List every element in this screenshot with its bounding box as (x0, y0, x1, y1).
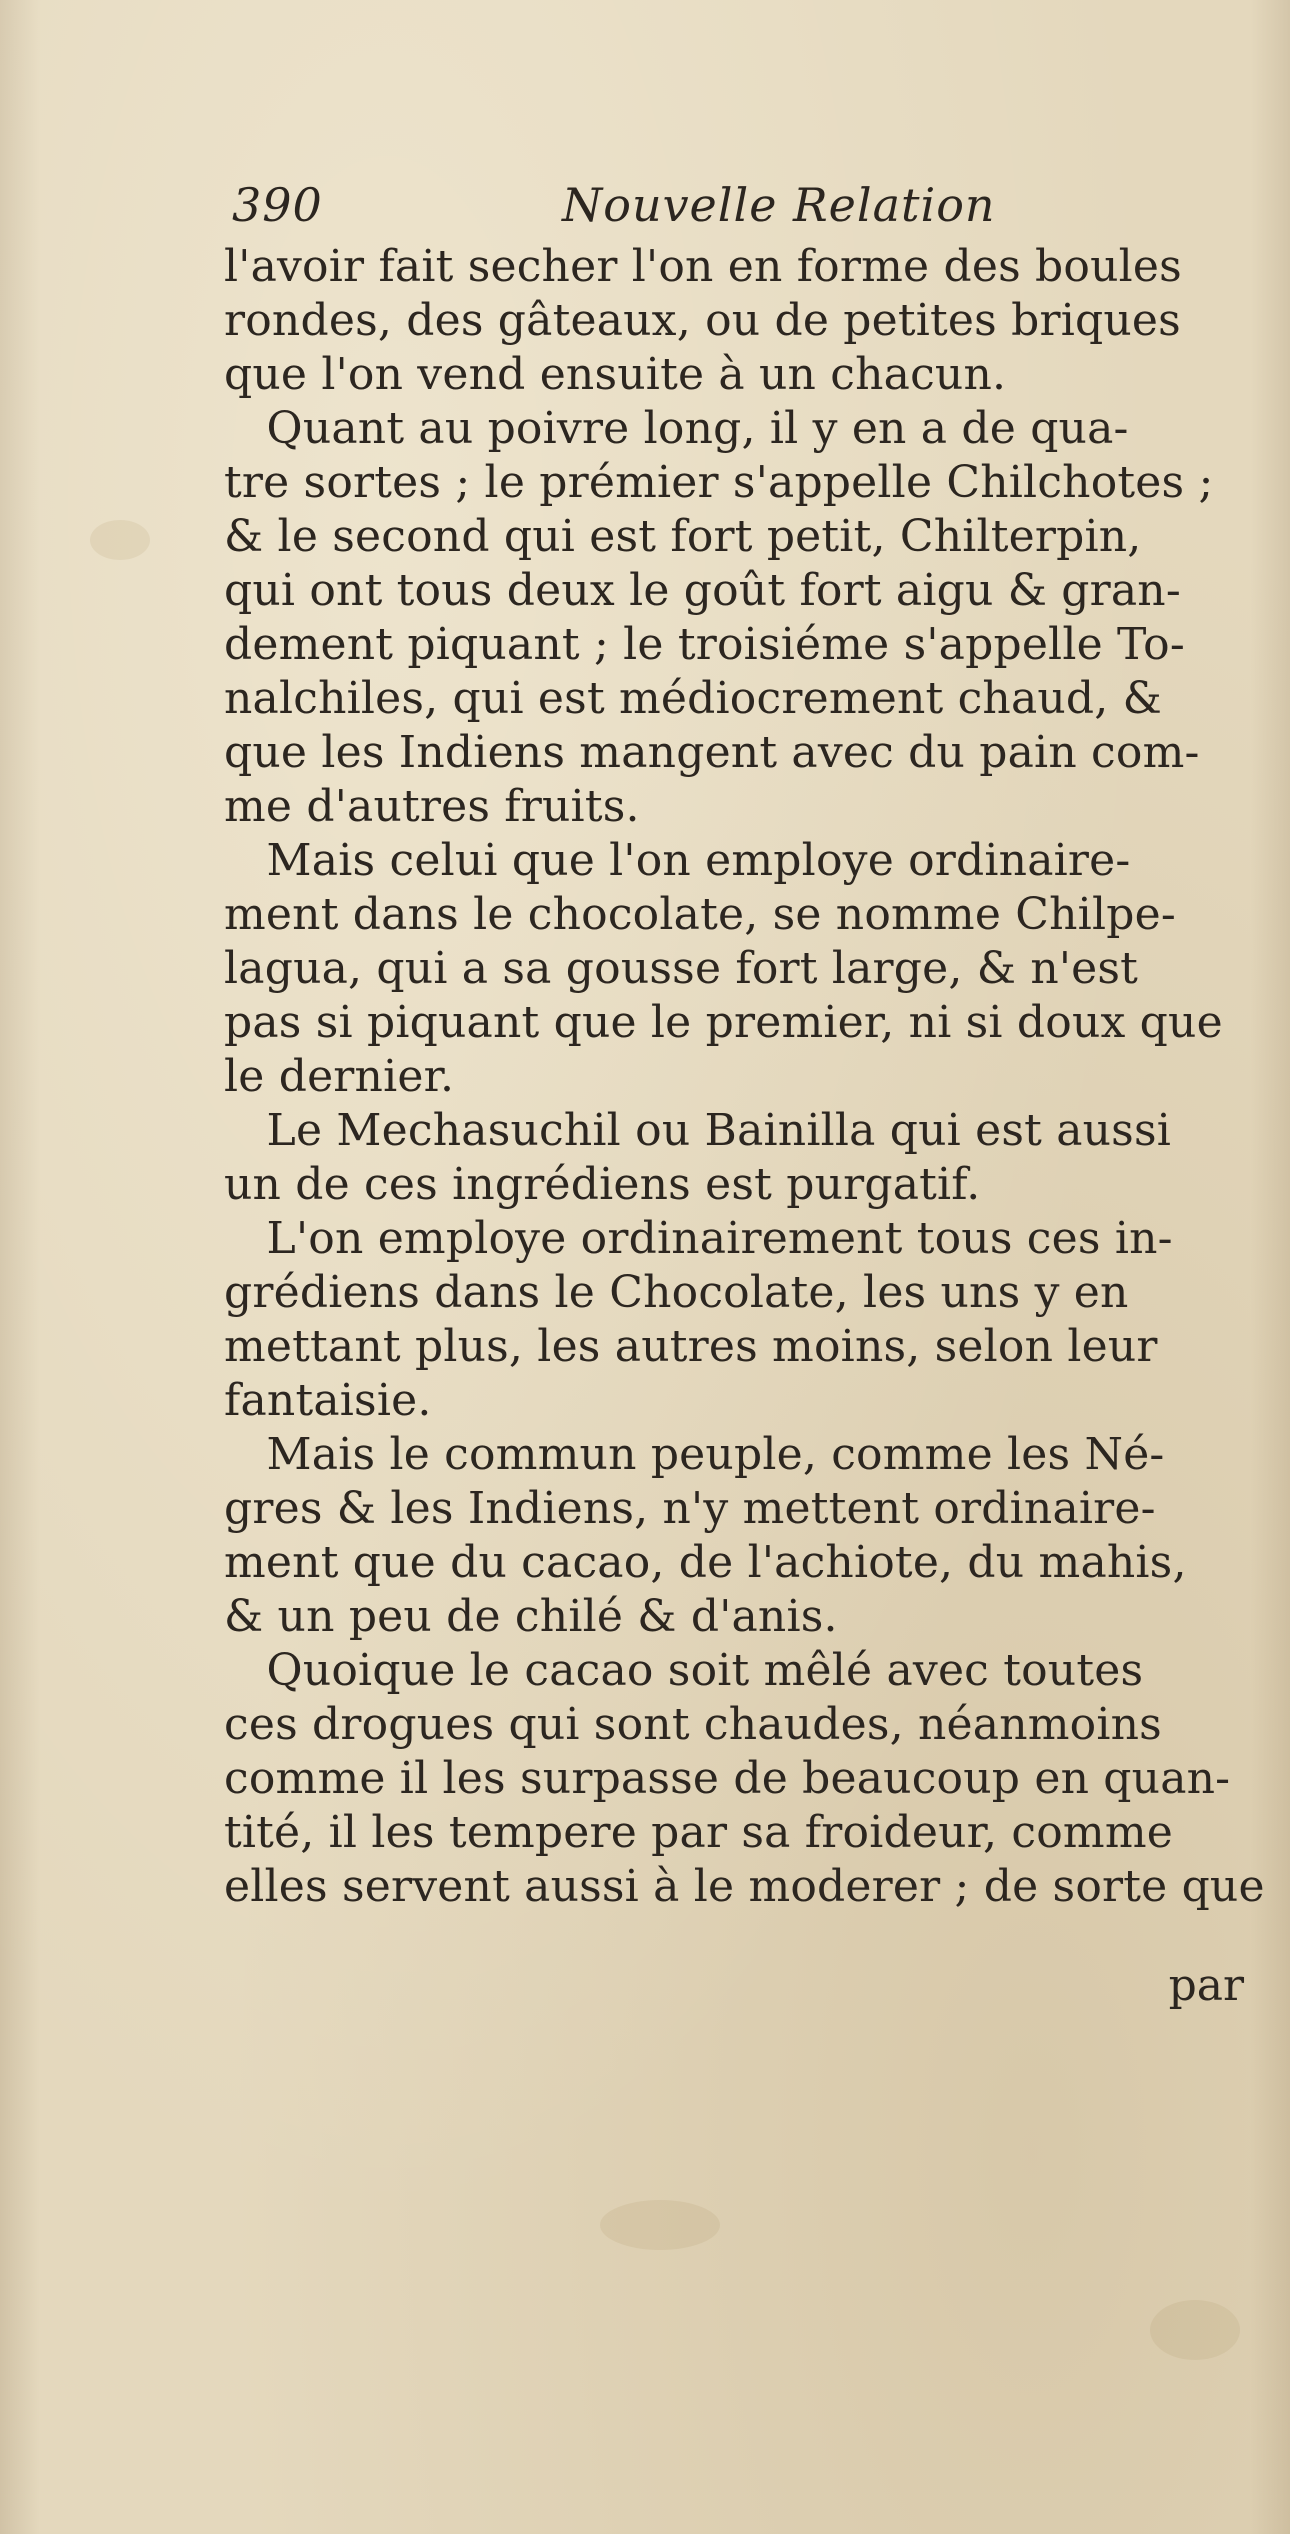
text-line: que l'on vend ensuite à un chacun. (224, 349, 1007, 400)
text-line: ment que du cacao, de l'achiote, du mahis, (224, 1537, 1187, 1588)
text-line: que les Indiens mangent avec du pain com- (224, 727, 1200, 778)
text-line: L'on employe ordinairement tous ces in- (224, 1213, 1173, 1264)
text-line: nalchiles, qui est médiocrement chaud, & (224, 673, 1163, 724)
text-line: lagua, qui a sa gousse fort large, & n'est (224, 943, 1139, 994)
text-line: Le Mechasuchil ou Bainilla qui est aussi (224, 1105, 1172, 1156)
text-line: comme il les surpasse de beaucoup en quan- (224, 1753, 1231, 1804)
text-line: le dernier. (224, 1051, 455, 1102)
text-line: qui ont tous deux le goût fort aigu & gran- (224, 565, 1181, 616)
page-number: 390 (232, 178, 323, 232)
text-line: dement piquant ; le troisiéme s'appelle To- (224, 619, 1185, 670)
text-line: Mais le commun peuple, comme les Né- (224, 1429, 1165, 1480)
paper-stain (600, 2200, 720, 2250)
text-line: & le second qui est fort petit, Chilterpin, (224, 511, 1142, 562)
text-line: fantaisie. (224, 1375, 432, 1426)
text-line: mettant plus, les autres moins, selon leur (224, 1321, 1158, 1372)
text-line: l'avoir fait secher l'on en forme des boules (224, 241, 1182, 292)
text-line: pas si piquant que le premier, ni si doux que (224, 997, 1223, 1048)
text-line: grédiens dans le Chocolate, les uns y en (224, 1267, 1129, 1318)
paper-stain (90, 520, 150, 560)
text-line: Mais celui que l'on employe ordinaire- (224, 835, 1131, 886)
text-line: un de ces ingrédiens est purgatif. (224, 1159, 981, 1210)
text-line: gres & les Indiens, n'y mettent ordinaire- (224, 1483, 1156, 1534)
text-line: Quant au poivre long, il y en a de qua- (224, 403, 1129, 454)
text-line: ment dans le chocolate, se nomme Chilpe- (224, 889, 1176, 940)
text-line: elles servent aussi à le moderer ; de sorte que (224, 1861, 1265, 1912)
text-line: ces drogues qui sont chaudes, néanmoins (224, 1699, 1162, 1750)
text-line: me d'autres fruits. (224, 781, 640, 832)
running-title: Nouvelle Relation (562, 178, 996, 232)
text-line: rondes, des gâteaux, ou de petites briques (224, 295, 1181, 346)
text-line: & un peu de chilé & d'anis. (224, 1591, 838, 1642)
running-head (232, 178, 1052, 238)
page-footer (224, 1960, 1264, 2020)
text-line: tité, il les tempere par sa froideur, comme (224, 1807, 1173, 1858)
catchword: par (1168, 1960, 1244, 2011)
text-line: Quoique le cacao soit mêlé avec toutes (224, 1645, 1144, 1696)
text-line: tre sortes ; le prémier s'appelle Chilchotes ; (224, 457, 1214, 508)
paper-stain (1150, 2300, 1240, 2360)
